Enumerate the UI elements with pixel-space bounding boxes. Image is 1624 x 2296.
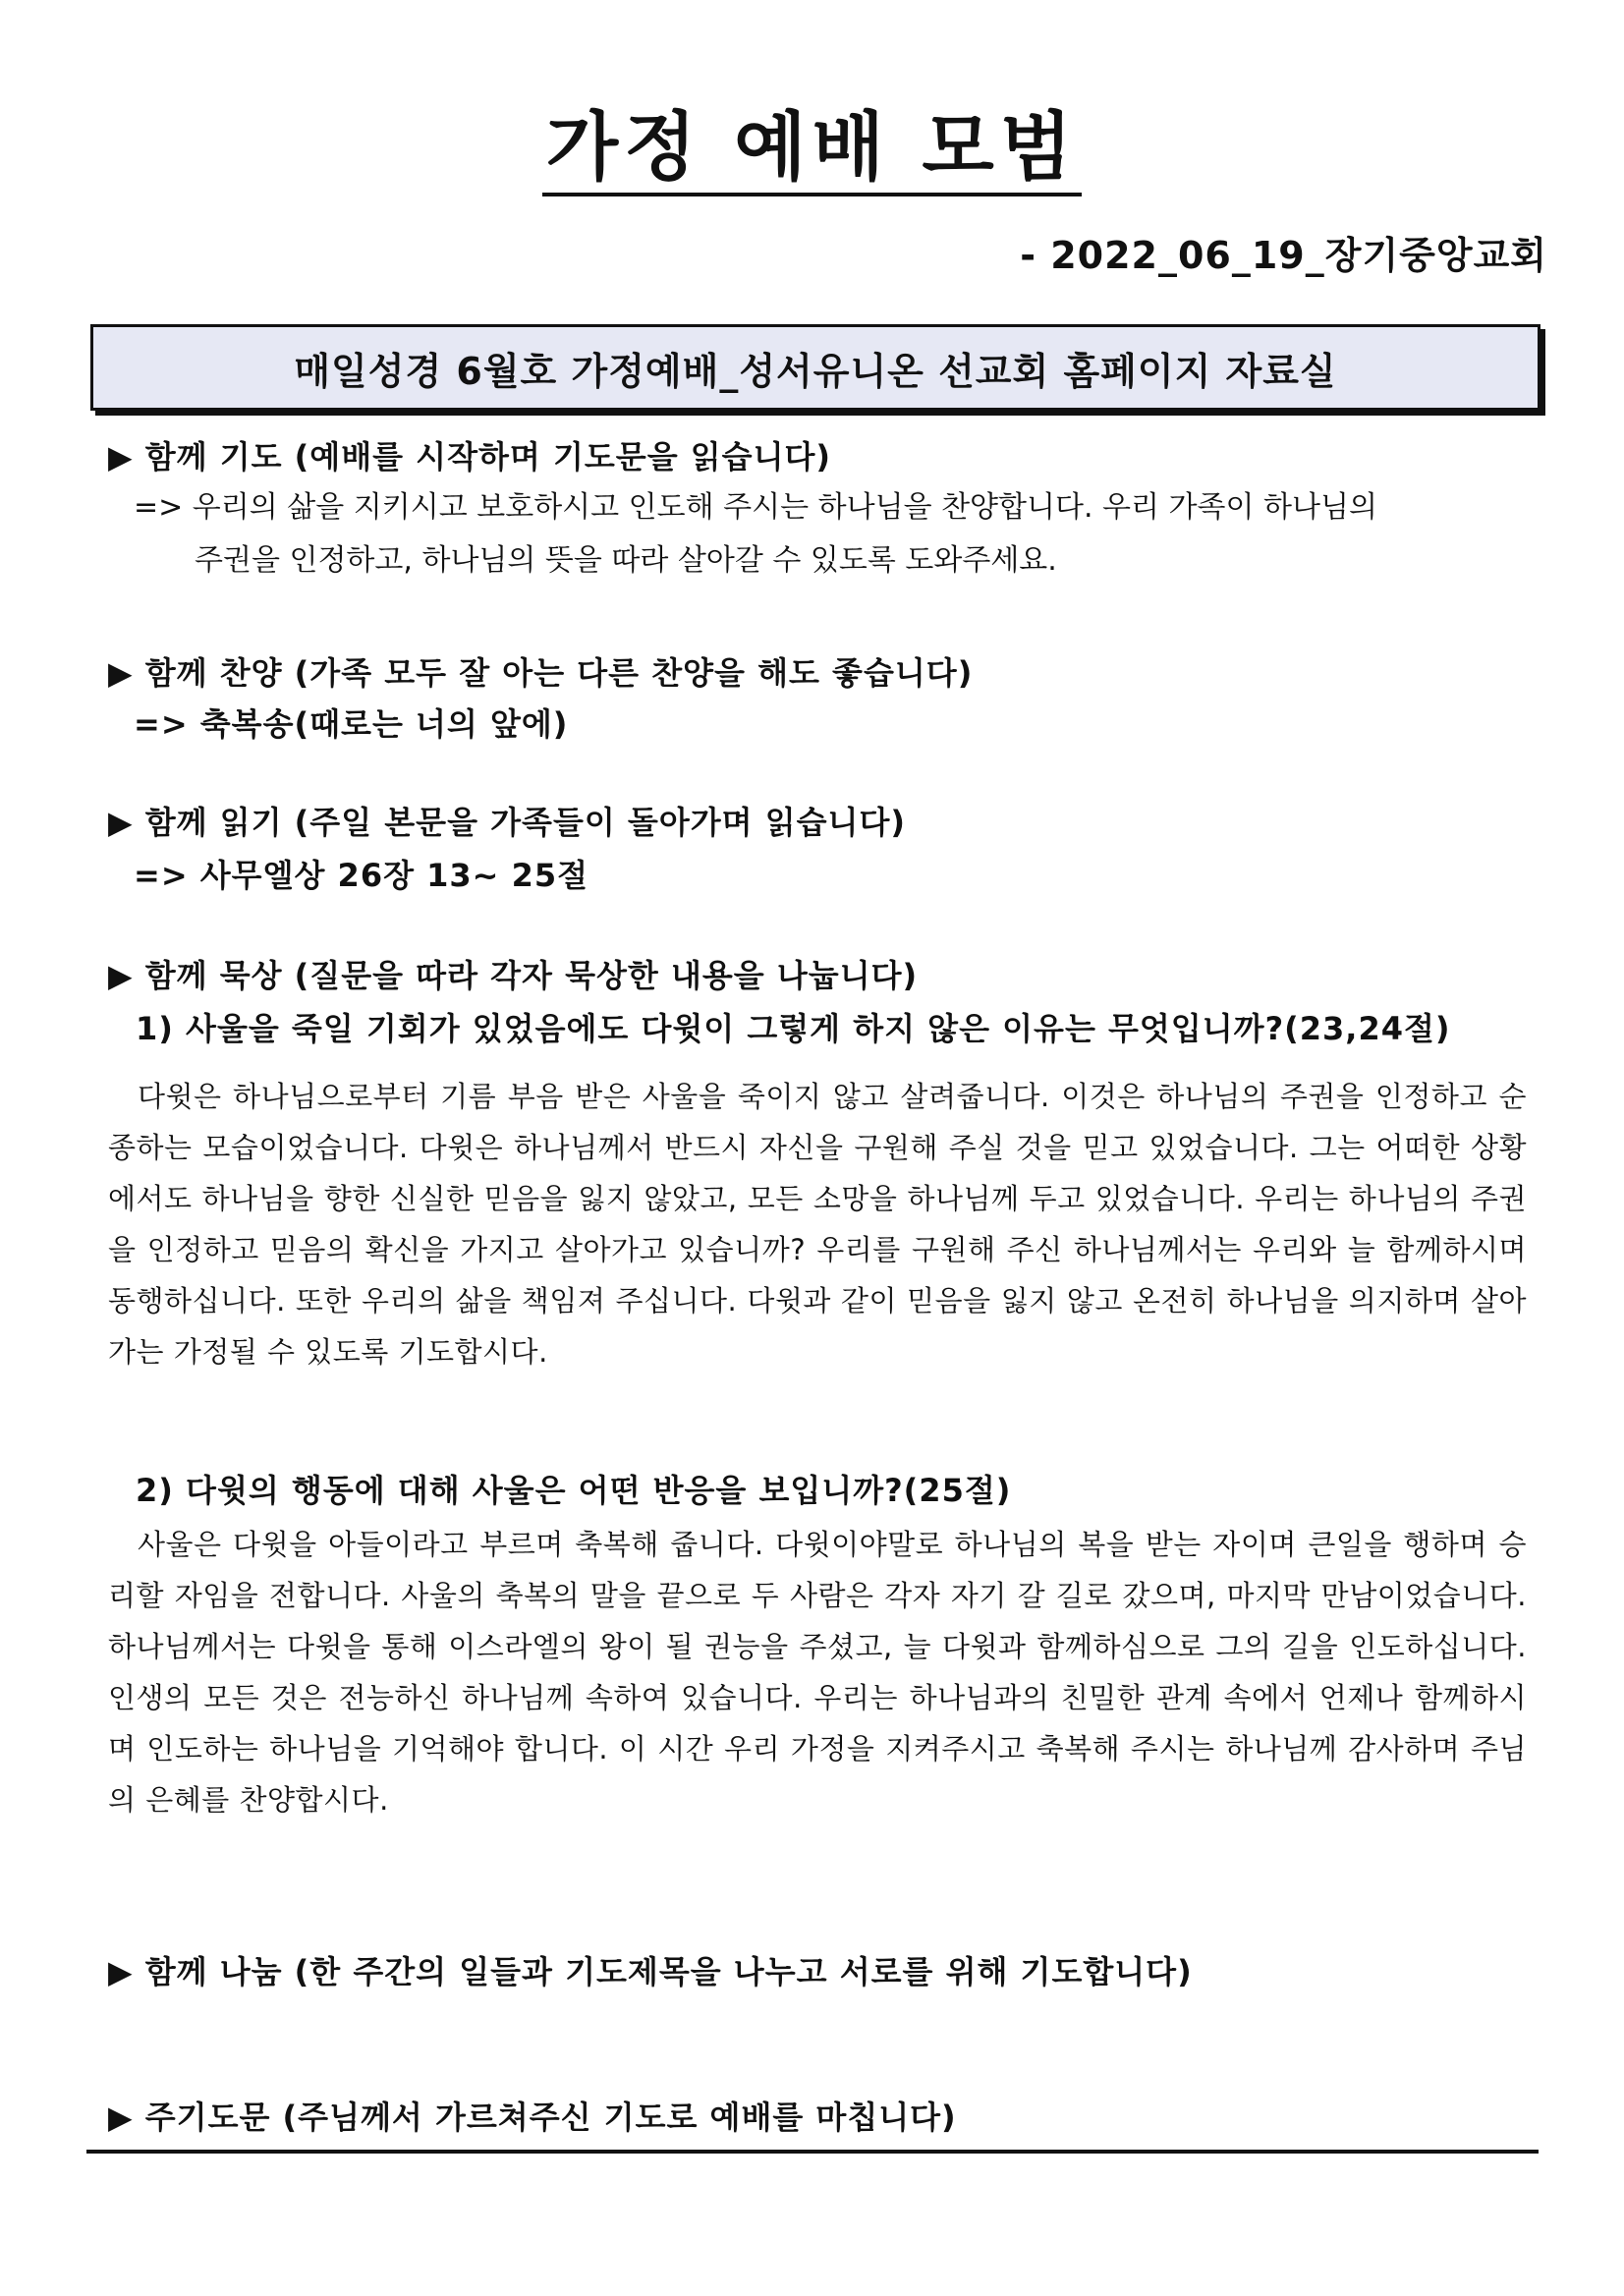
meditation-answer-1: 다윗은 하나님으로부터 기름 부음 받은 사울을 죽이지 않고 살려줍니다. 이것은 하나님의 주권을 인정하고 순종하는 모습이었습니다. 다윗은 하나님께서 반드시 자신을 구원해 주실 것을 믿고 있었습니다. 그는 어떠한 상황에서도 하나님을 향한 신실한 믿음을 잃지 않았고, 모든 소망을 하나님께 두고 있었습니다. 우리는 하나님의 주권을 인정하고 믿음의 확신을 가지고 살아가고 있습니까? 우리를 구원해 주신 하나님께서는 우리와 늘 함께하시며 동행하십니다. 또한 우리의 삶을 책임져 주십니다. 다윗과 같이 믿음을 잃지 않고 온전히 하나님을 의지하며 살아가는 가정될 수 있도록 기도합시다. xyxy=(108,1080,1527,1369)
section-heading-lords-prayer: ▶ 주기도문 (주님께서 가르쳐주신 기도로 예배를 마칩니다) xyxy=(108,2099,957,2136)
prayer-text-line-2: 주권을 인정하고, 하나님의 뜻을 따라 살아갈 수 있도록 도와주세요. xyxy=(195,543,1057,578)
date-church-line: - 2022_06_19_장기중앙교회 xyxy=(1020,234,1547,277)
prayer-text-line-1: => 우리의 삶을 지키시고 보호하시고 인도해 주시는 하나님을 찬양합니다. 우리 가족이 하나님의 xyxy=(134,490,1377,525)
reading-passage: => 사무엘상 26장 13~ 25절 xyxy=(134,857,589,894)
meditation-question-2: 2) 다윗의 행동에 대해 사울은 어떤 반응을 보입니까?(25절) xyxy=(136,1472,1012,1509)
praise-song: => 축복송(때로는 너의 앞에) xyxy=(134,705,569,743)
section-heading-meditation: ▶ 함께 묵상 (질문을 따라 각자 묵상한 내용을 나눕니다) xyxy=(108,957,919,994)
section-heading-praise: ▶ 함께 찬양 (가족 모두 잘 아는 다른 찬양을 해도 좋습니다) xyxy=(108,654,974,692)
page-title xyxy=(0,98,1624,196)
source-banner: 매일성경 6월호 가정예배_성서유니온 선교회 홈페이지 자료실 xyxy=(90,324,1540,411)
section-heading-prayer: ▶ 함께 기도 (예배를 시작하며 기도문을 읽습니다) xyxy=(108,438,832,476)
meditation-question-1: 1) 사울을 죽일 기회가 있었음에도 다윗이 그렇게 하지 않은 이유는 무엇입니까?(23,24절) xyxy=(136,1010,1451,1047)
page-title-text: 가정 예배 모범 xyxy=(542,103,1082,196)
bottom-rule xyxy=(86,2150,1539,2154)
section-heading-sharing: ▶ 함께 나눔 (한 주간의 일들과 기도제목을 나누고 서로를 위해 기도합니다) xyxy=(108,1953,1193,1990)
section-heading-reading: ▶ 함께 읽기 (주일 본문을 가족들이 돌아가며 읽습니다) xyxy=(108,804,906,841)
meditation-answer-2: 사울은 다윗을 아들이라고 부르며 축복해 줍니다. 다윗이야말로 하나님의 복을 받는 자이며 큰일을 행하며 승리할 자임을 전합니다. 사울의 축복의 말을 끝으로 두 사람은 각자 자기 갈 길로 갔으며, 마지막 만남이었습니다. 하나님께서는 다윗을 통해 이스라엘의 왕이 될 권능을 주셨고, 늘 다윗과 함께하심으로 그의 길을 인도하십니다. 인생의 모든 것은 전능하신 하나님께 속하여 있습니다. 우리는 하나님과의 친밀한 관계 속에서 언제나 함께하시며 인도하는 하나님을 기억해야 합니다. 이 시간 우리 가정을 지켜주시고 축복해 주시는 하나님께 감사하며 주님의 은혜를 찬양합시다. xyxy=(108,1528,1527,1817)
